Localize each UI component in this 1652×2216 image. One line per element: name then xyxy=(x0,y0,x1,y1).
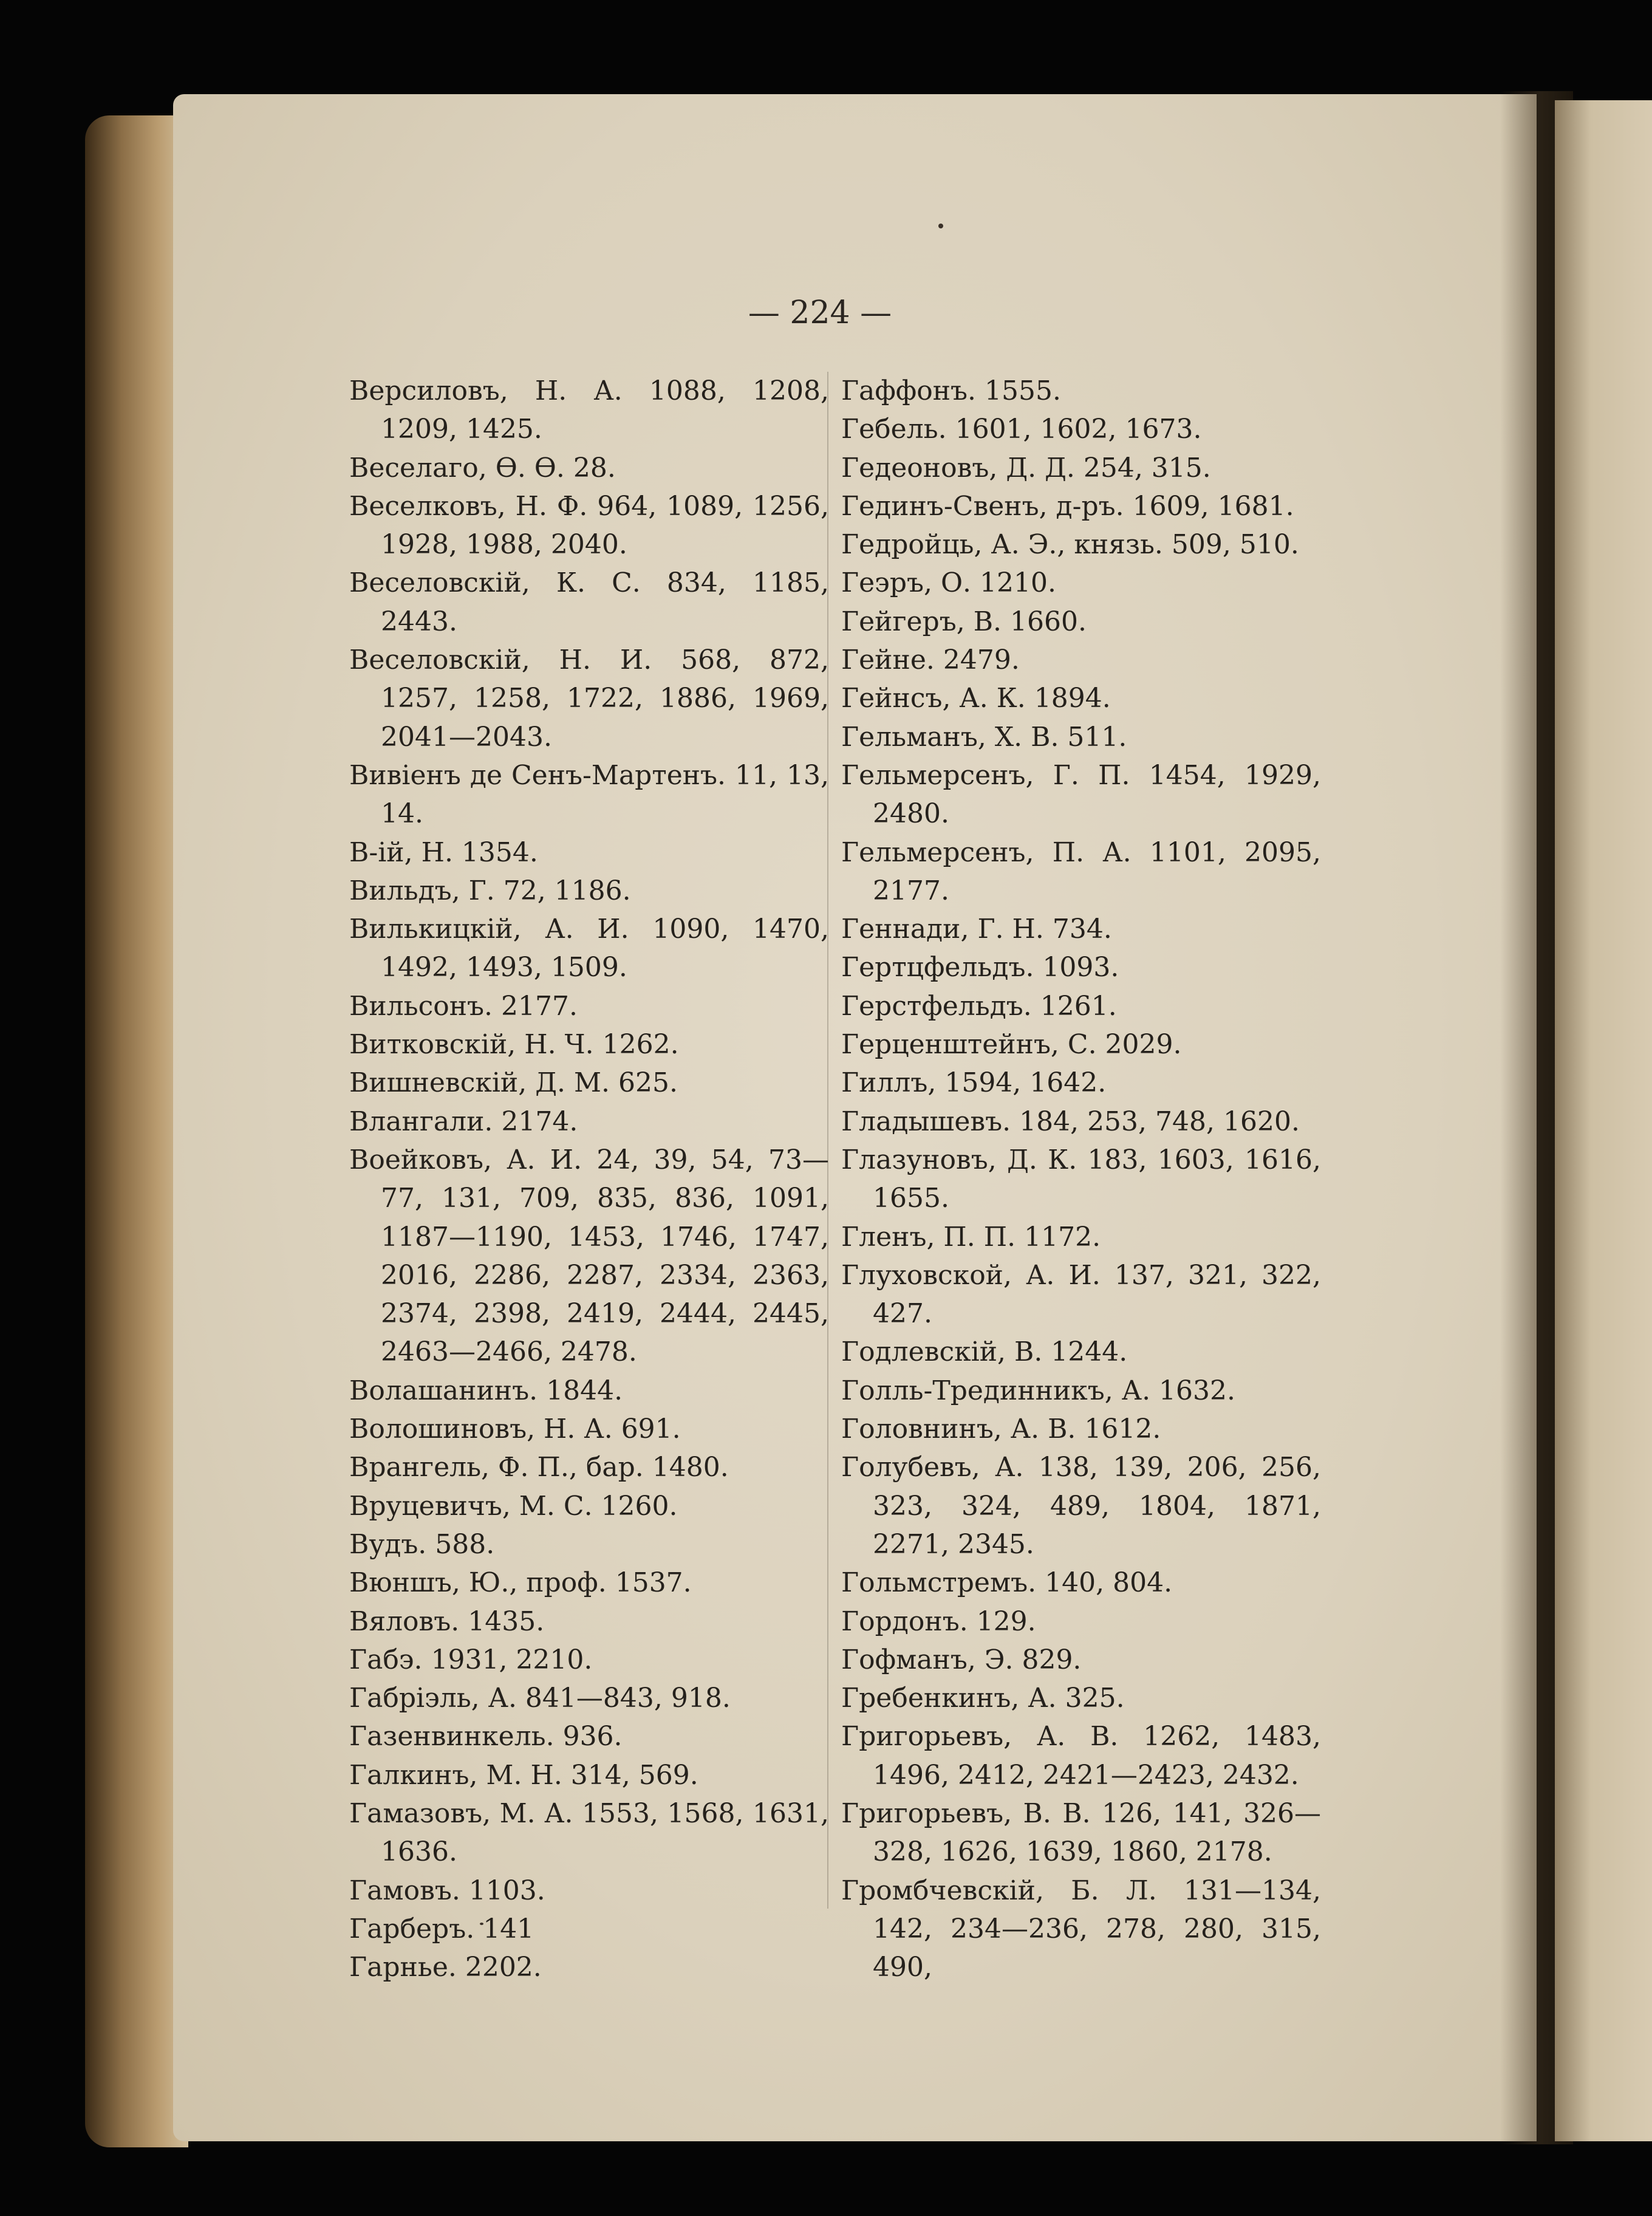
index-entry: Геннади, Г. Н. 734. xyxy=(841,914,1112,945)
index-entry: Волашанинъ. 1844. xyxy=(349,1375,623,1406)
index-entry: Гедройць, А. Э., князь. 509, 510. xyxy=(841,529,1299,561)
index-entry: Геэръ, О. 1210. xyxy=(841,567,1056,599)
index-entry: Григорьевъ, В. В. 126, 141, 326—328, 1626, 1639, 1860, 2178. xyxy=(841,1797,1321,1868)
index-entry: Гленъ, П. П. 1172. xyxy=(841,1221,1101,1253)
index-entry: Гладышевъ. 184, 253, 748, 1620. xyxy=(841,1106,1300,1137)
index-entry: Гедеоновъ, Д. Д. 254, 315. xyxy=(841,452,1211,484)
index-entry: Вюншъ, Ю., проф. 1537. xyxy=(349,1567,692,1599)
index-entry: Воейковъ, А. И. 24, 39, 54, 73—77, 131, 709, 835, 836, 1091, 1187—1190, 1453, 1746, 1747, 2016, 2286, 2287, 2334, 2363, 2374, 2398, 2419, 2444, 2445, 2463—2466, 2478. xyxy=(349,1144,829,1368)
index-entry: Гебель. 1601, 1602, 1673. xyxy=(841,414,1202,445)
index-entry: Газенвинкель. 936. xyxy=(349,1721,623,1753)
index-entry: Вилькицкій, А. И. 1090, 1470, 1492, 1493, 1509. xyxy=(349,914,829,983)
index-entry: Гамазовъ, М. А. 1553, 1568, 1631, 1636. xyxy=(349,1797,829,1868)
index-entry: Влангали. 2174. xyxy=(349,1106,578,1137)
index-entry: Вишневскій, Д. М. 625. xyxy=(349,1067,678,1099)
page-number: — 224 — xyxy=(748,295,892,331)
index-entry: Герстфельдъ. 1261. xyxy=(841,990,1117,1022)
index-entry: Гольмстремъ. 140, 804. xyxy=(841,1567,1173,1599)
index-entry: Врангель, Ф. П., бар. 1480. xyxy=(349,1452,729,1483)
index-column-right xyxy=(841,372,1321,1986)
index-entry: Вильдъ, Г. 72, 1186. xyxy=(349,875,631,906)
index-entry: Гейнсъ, А. К. 1894. xyxy=(841,683,1111,714)
index-entry: Гаффонъ. 1555. xyxy=(841,375,1061,406)
index-entry: Гиллъ, 1594, 1642. xyxy=(841,1067,1107,1099)
index-entry: Гельмерсенъ, Г. П. 1454, 1929, 2480. xyxy=(841,759,1321,830)
index-entry: Гордонъ. 129. xyxy=(841,1606,1036,1637)
index-entry: Гейгеръ, В. 1660. xyxy=(841,606,1087,637)
facing-page-edge xyxy=(1555,100,1652,2141)
index-column-left xyxy=(349,372,829,1986)
index-entry: Вяловъ. 1435. xyxy=(349,1606,545,1637)
index-entry: Головнинъ, А. В. 1612. xyxy=(841,1414,1161,1445)
index-entry: Гарберъ. 141 xyxy=(349,1913,534,1944)
index-entry: Галкинъ, М. Н. 314, 569. xyxy=(349,1759,698,1791)
index-entry: Веселковъ, Н. Ф. 964, 1089, 1256, 1928, 1988, 2040. xyxy=(349,490,829,561)
index-entry: Гельманъ, Х. В. 511. xyxy=(841,721,1127,753)
index-entry: Громбчевскій, Б. Л. 131—134, 142, 234—236, 278, 280, 315, 490, xyxy=(841,1875,1321,1983)
index-entry: Гединъ-Свенъ, д-ръ. 1609, 1681. xyxy=(841,490,1294,522)
index-entry: Витковскій, Н. Ч. 1262. xyxy=(349,1029,679,1061)
index-entry: Гофманъ, Э. 829. xyxy=(841,1644,1082,1675)
index-entry: Гребенкинъ, А. 325. xyxy=(841,1683,1125,1714)
index-entry: Голль-Трединникъ, А. 1632. xyxy=(841,1375,1236,1406)
index-entry: Веселовскій, Н. И. 568, 872, 1257, 1258, 1722, 1886, 1969, 2041—2043. xyxy=(349,645,829,753)
index-entry: Габэ. 1931, 2210. xyxy=(349,1644,593,1675)
index-entry: Вивіенъ де Сенъ-Мартенъ. 11, 13, 14. xyxy=(349,759,829,830)
index-entry: В-ій, Н. 1354. xyxy=(349,836,538,868)
index-entry: Гельмерсенъ, П. А. 1101, 2095, 2177. xyxy=(841,836,1321,906)
index-entry: Голубевъ, А. 138, 139, 206, 256, 323, 324, 489, 1804, 1871, 2271, 2345. xyxy=(841,1452,1321,1560)
index-entry: Гейне. 2479. xyxy=(841,645,1020,676)
index-entry: Гарнье. 2202. xyxy=(349,1952,542,1983)
index-entry: Вудъ. 588. xyxy=(349,1528,495,1560)
index-entry: Веселаго, Ѳ. Ѳ. 28. xyxy=(349,452,616,484)
index-entry: Герценштейнъ, С. 2029. xyxy=(841,1029,1182,1061)
index-entry: Глуховской, А. И. 137, 321, 322, 427. xyxy=(841,1259,1321,1330)
index-entry: Версиловъ, Н. А. 1088, 1208, 1209, 1425. xyxy=(349,375,829,445)
index-entry: Годлевскій, В. 1244. xyxy=(841,1336,1128,1368)
ink-speck xyxy=(938,224,943,228)
index-entry: Веселовскій, К. С. 834, 1185, 2443. xyxy=(349,567,829,637)
index-entry: Гамовъ. 1103. xyxy=(349,1875,545,1906)
index-entry: Гертцфельдъ. 1093. xyxy=(841,952,1119,983)
index-entry: Глазуновъ, Д. К. 183, 1603, 1616, 1655. xyxy=(841,1144,1321,1214)
index-entry: Григорьевъ, А. В. 1262, 1483, 1496, 2412, 2421—2423, 2432. xyxy=(841,1721,1321,1791)
column-divider xyxy=(827,372,828,1909)
index-entry: Волошиновъ, Н. А. 691. xyxy=(349,1414,681,1445)
index-entry: Вруцевичъ, М. С. 1260. xyxy=(349,1490,678,1522)
index-entry: Габріэль, А. 841—843, 918. xyxy=(349,1683,731,1714)
index-entry: Вильсонъ. 2177. xyxy=(349,990,578,1022)
